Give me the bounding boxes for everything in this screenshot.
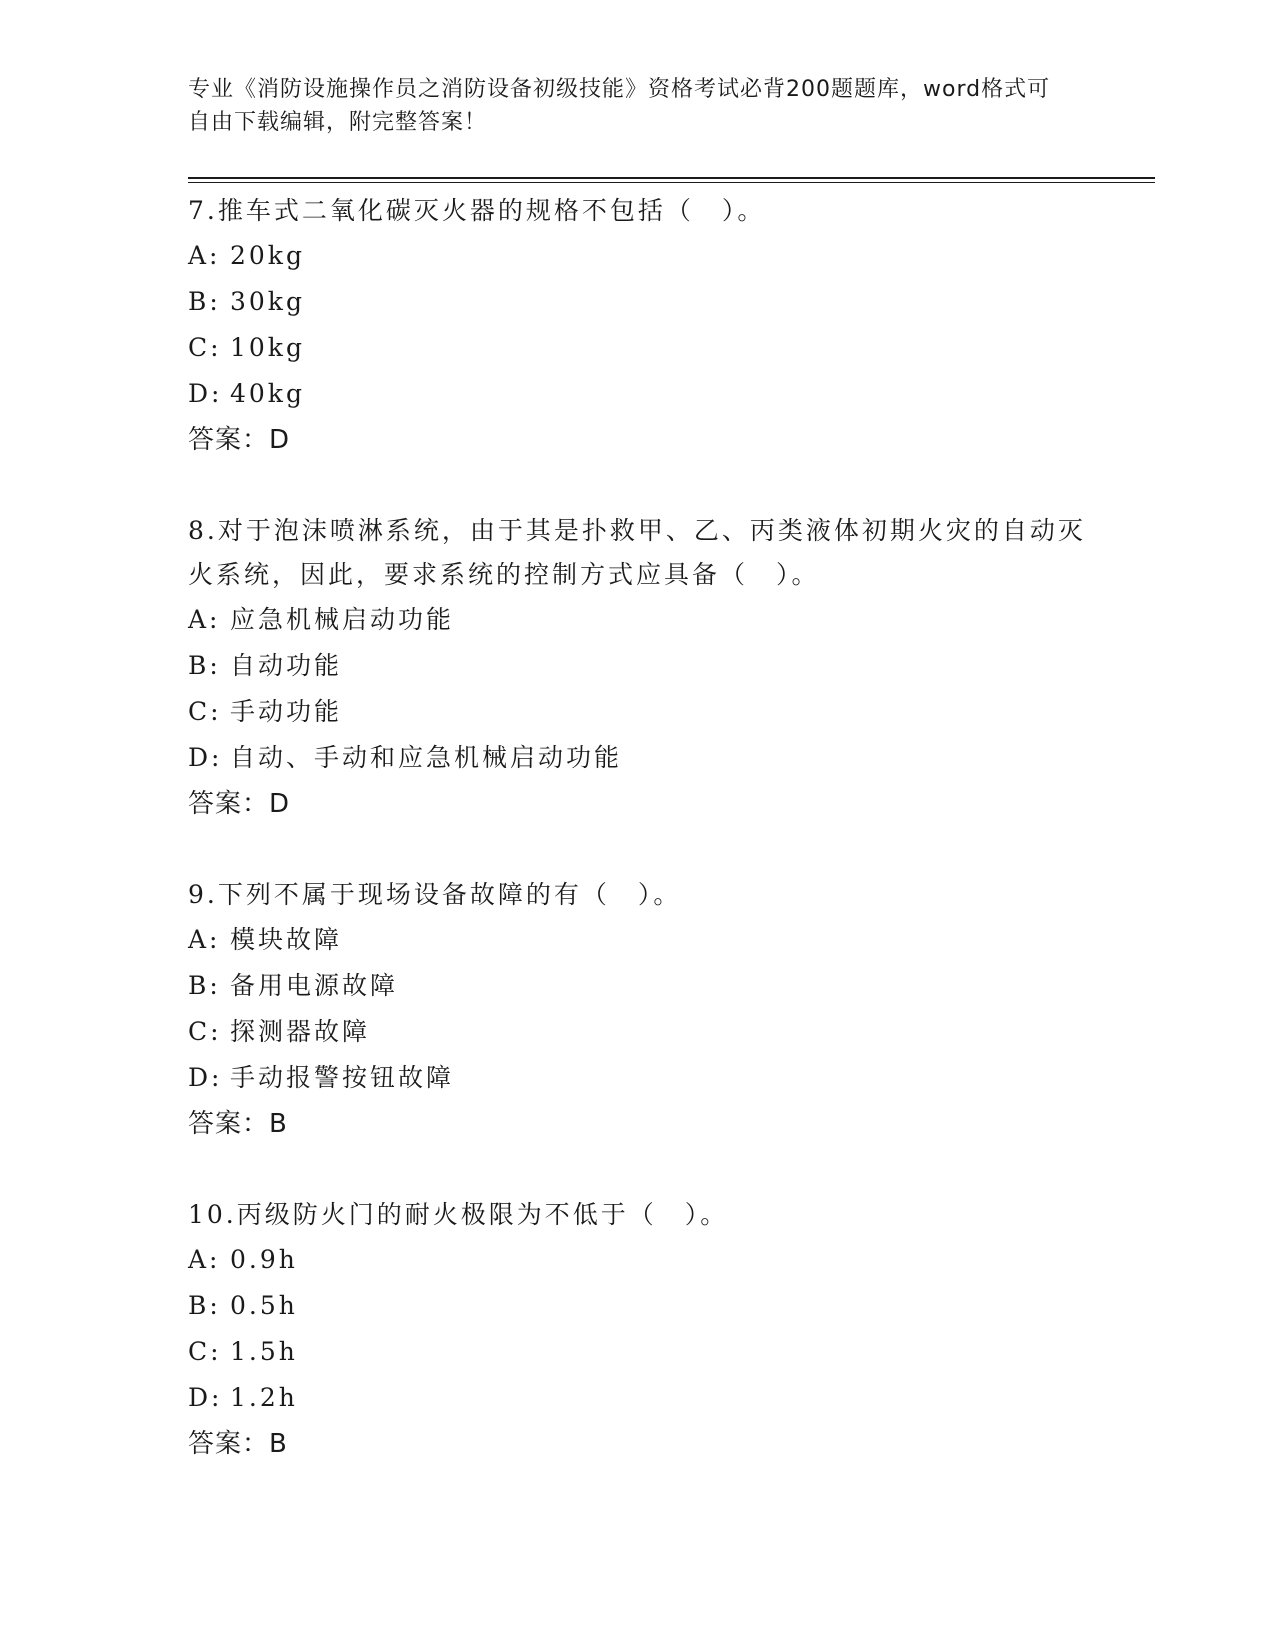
- question-stem: 10.丙级防火门的耐火极限为不低于（ ）。: [188, 1200, 729, 1229]
- option-text: 0.5h: [230, 1291, 298, 1320]
- option-text: 自动、手动和应急机械启动功能: [230, 743, 623, 772]
- option-c: [188, 1009, 1088, 1055]
- answer: 答案：B: [188, 1109, 288, 1139]
- option-d: [188, 735, 1088, 781]
- option-a: [188, 1237, 1088, 1283]
- option-text: 模块故障: [230, 925, 343, 954]
- header-divider-thick: [188, 177, 1155, 179]
- option-text: 20kg: [230, 241, 305, 270]
- option-text: 0.9h: [230, 1245, 298, 1274]
- option-d: [188, 1055, 1088, 1101]
- option-key: A:: [188, 241, 221, 270]
- answer: 答案：D: [188, 425, 291, 455]
- option-text: 备用电源故障: [230, 971, 399, 1000]
- option-b: [188, 1283, 1088, 1329]
- option-text: 应急机械启动功能: [230, 605, 455, 634]
- option-text: 10kg: [230, 333, 305, 362]
- option-key: B:: [188, 651, 221, 680]
- option-text: 手动报警按钮故障: [230, 1063, 455, 1092]
- answer: 答案：D: [188, 789, 291, 819]
- option-a: [188, 597, 1088, 643]
- option-d: [188, 1375, 1088, 1421]
- option-b: [188, 279, 1088, 325]
- question-stem: 7.推车式二氧化碳灭火器的规格不包括（ ）。: [188, 196, 766, 225]
- option-c: [188, 689, 1088, 735]
- document-header: 专业《消防设施操作员之消防设备初级技能》资格考试必背200题题库，word格式可自由下载编辑，附完整答案！: [188, 77, 1051, 135]
- option-d: [188, 371, 1088, 417]
- option-key: D:: [188, 743, 223, 772]
- header-divider-thin: [188, 182, 1155, 183]
- option-key: B:: [188, 287, 221, 316]
- question-block: [188, 189, 1088, 463]
- option-key: C:: [188, 333, 222, 362]
- option-key: D:: [188, 379, 223, 408]
- option-key: B:: [188, 1291, 221, 1320]
- option-text: 探测器故障: [230, 1017, 371, 1046]
- option-text: 1.5h: [230, 1337, 298, 1366]
- option-key: A:: [188, 1245, 221, 1274]
- option-b: [188, 963, 1088, 1009]
- option-text: 手动功能: [230, 697, 343, 726]
- option-text: 自动功能: [230, 651, 343, 680]
- question-block: [188, 873, 1088, 1147]
- question-block: [188, 1193, 1088, 1467]
- option-c: [188, 325, 1088, 371]
- question-stem: 8.对于泡沫喷淋系统，由于其是扑救甲、乙、丙类液体初期火灾的自动灭火系统，因此，要求系统的控制方式应具备（ ）。: [188, 516, 1086, 589]
- question-stem: 9.下列不属于现场设备故障的有（ ）。: [188, 880, 682, 909]
- answer: 答案：B: [188, 1429, 288, 1459]
- option-key: C:: [188, 1337, 222, 1366]
- option-key: A:: [188, 925, 221, 954]
- option-key: C:: [188, 1017, 222, 1046]
- option-a: [188, 917, 1088, 963]
- option-key: B:: [188, 971, 221, 1000]
- option-key: C:: [188, 697, 222, 726]
- option-a: [188, 233, 1088, 279]
- option-text: 30kg: [230, 287, 305, 316]
- option-text: 1.2h: [230, 1383, 298, 1412]
- question-block: [188, 509, 1088, 827]
- option-key: D:: [188, 1063, 223, 1092]
- option-key: A:: [188, 605, 221, 634]
- option-text: 40kg: [230, 379, 305, 408]
- option-b: [188, 643, 1088, 689]
- option-key: D:: [188, 1383, 223, 1412]
- option-c: [188, 1329, 1088, 1375]
